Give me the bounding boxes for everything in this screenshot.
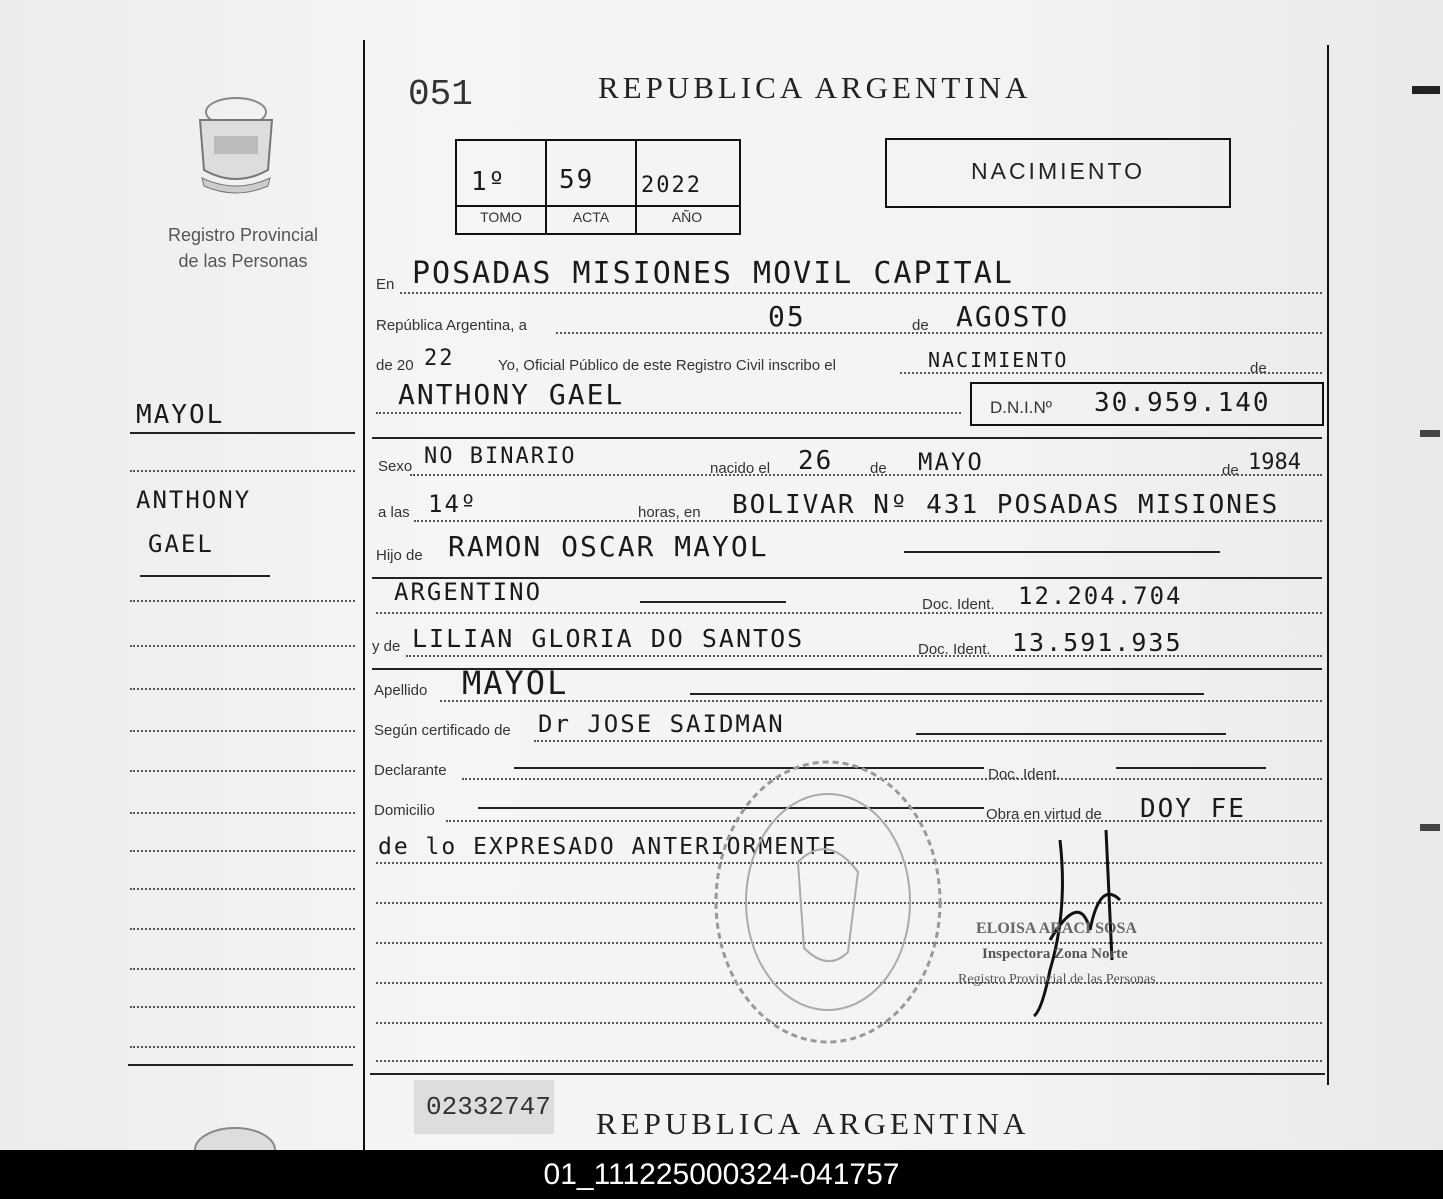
birth-month: MAYO	[918, 448, 984, 476]
de-label3: de	[1222, 462, 1239, 479]
month-value: AGOSTO	[956, 300, 1070, 333]
person-name: ANTHONY GAEL	[398, 378, 625, 411]
doc-label3: Doc. Ident.	[988, 766, 1061, 783]
certificado-value: Dr JOSE SAIDMAN	[538, 710, 785, 738]
box-divider	[457, 205, 739, 207]
signer-name: ELOISA ARACI SOSA	[976, 920, 1137, 937]
serial-box	[414, 1080, 554, 1134]
line	[406, 655, 1322, 657]
registry-line2: de las Personas	[178, 251, 308, 271]
margin-bottom-rule	[128, 1064, 353, 1066]
record-box	[455, 139, 741, 235]
mother-doc: 13.591.935	[1012, 628, 1183, 657]
country-title: REPUBLICA ARGENTINA	[598, 70, 1032, 105]
margin-dots	[130, 850, 355, 852]
apellido-value: MAYOL	[462, 664, 569, 702]
section-rule	[372, 437, 1322, 439]
doc-label: Doc. Ident.	[922, 596, 995, 613]
nacido-label: nacido el	[710, 460, 771, 477]
margin-dots	[130, 470, 355, 472]
de-label: de	[912, 317, 929, 334]
anio-value: 2022	[641, 173, 702, 198]
binder-mark	[1412, 86, 1440, 94]
fill-line	[904, 551, 1220, 553]
margin-surname: MAYOL	[136, 400, 225, 430]
hijo-label: Hijo de	[376, 547, 423, 564]
horas-label: horas, en	[638, 504, 701, 521]
margin-dots	[130, 688, 355, 690]
father-nationality: ARGENTINO	[394, 578, 543, 606]
coat-of-arms-icon	[190, 1124, 280, 1150]
line	[376, 1060, 1322, 1062]
birth-place: BOLIVAR Nº 431 POSADAS MISIONES	[732, 490, 1280, 520]
margin-dots	[130, 968, 355, 970]
sexo-label: Sexo	[378, 458, 413, 475]
registry-name	[148, 222, 338, 274]
acta-value: 59	[559, 165, 595, 195]
domicilio-label: Domicilio	[374, 802, 435, 819]
act-type-box	[885, 138, 1231, 208]
next-country-title: REPUBLICA ARGENTINA	[596, 1106, 1030, 1141]
official-seal-icon	[708, 752, 948, 1052]
line	[376, 412, 961, 414]
declarante-label: Declarante	[374, 762, 447, 779]
line	[534, 740, 1322, 742]
doc-label2: Doc. Ident.	[918, 641, 991, 658]
bottom-rule	[370, 1073, 1325, 1075]
de-end-label: de	[1250, 360, 1267, 377]
inscribo-label: Yo, Oficial Público de este Registro Civil inscribo el	[498, 357, 836, 374]
hour-value: 14º	[428, 490, 478, 518]
act-type: NACIMIENTO	[971, 158, 1145, 184]
fill-line	[640, 601, 786, 603]
fill-line	[916, 733, 1226, 735]
line	[376, 612, 1322, 614]
signer-title: Inspectora Zona Norte	[982, 946, 1128, 962]
birth-day: 26	[798, 446, 834, 476]
place-value: POSADAS MISIONES MOVIL CAPITAL	[412, 256, 1014, 291]
signer-office: Registro Provincial de las Personas	[958, 972, 1156, 987]
margin-name2: GAEL	[148, 530, 214, 558]
margin-dots	[130, 1006, 355, 1008]
left-border	[363, 40, 365, 1150]
right-border	[1327, 45, 1329, 1085]
registry-line1: Registro Provincial	[167, 225, 319, 245]
margin-dots	[130, 730, 355, 732]
margin-dots	[130, 1046, 355, 1048]
apellido-label: Apellido	[374, 682, 428, 699]
en-label: En	[376, 276, 395, 293]
serial-number: 02332747	[426, 1092, 551, 1122]
obra-label: Obra en virtud de	[986, 806, 1102, 823]
obra-value: DOY FE	[1140, 794, 1246, 824]
yde-label: y de	[372, 638, 401, 655]
tomo-label: TOMO	[480, 209, 522, 225]
margin-dots	[130, 812, 355, 814]
fill-line	[690, 693, 1204, 695]
de20-label: de 20	[376, 357, 414, 374]
day-value: 05	[768, 300, 806, 333]
binder-mark	[1420, 824, 1440, 831]
act-type-value: NACIMIENTO	[928, 348, 1069, 372]
year-suffix: 22	[424, 346, 455, 371]
tomo-value: 1º	[471, 167, 507, 197]
alas-label: a las	[378, 504, 410, 521]
mother-name: LILIAN GLORIA DO SANTOS	[412, 624, 805, 653]
dni-box	[970, 382, 1324, 426]
father-doc: 12.204.704	[1018, 582, 1183, 610]
margin-dots	[130, 770, 355, 772]
segun-label: Según certificado de	[374, 722, 511, 739]
sexo-value: NO BINARIO	[424, 444, 577, 469]
acta-label: ACTA	[572, 209, 610, 225]
margin-rule	[140, 575, 270, 577]
margin-dots	[130, 645, 355, 647]
obra-continued: de lo EXPRESADO ANTERIORMENTE	[378, 834, 838, 860]
margin-dots	[130, 928, 355, 930]
line	[440, 700, 1322, 702]
dni-label: D.N.I.Nº	[990, 398, 1052, 417]
birth-year: 1984	[1248, 450, 1301, 475]
line	[556, 332, 1322, 334]
de-label2: de	[870, 460, 887, 477]
binder-mark	[1420, 430, 1440, 437]
image-caption: 01_111225000324-041757	[0, 1150, 1443, 1199]
margin-dots	[130, 600, 355, 602]
line	[410, 474, 1322, 476]
anio-label: AÑO	[671, 209, 703, 225]
fill-line	[1116, 767, 1266, 769]
margin-dots	[130, 888, 355, 890]
record-number: 051	[408, 74, 473, 115]
republica-label: República Argentina, a	[376, 317, 527, 334]
line	[414, 520, 1322, 522]
dni-value: 30.959.140	[1094, 388, 1271, 418]
margin-name1: ANTHONY	[136, 486, 252, 514]
line	[400, 292, 1322, 294]
line	[900, 372, 1322, 374]
coat-of-arms-icon	[188, 90, 284, 198]
margin-rule	[130, 432, 355, 434]
father-name: RAMON OSCAR MAYOL	[448, 530, 769, 563]
